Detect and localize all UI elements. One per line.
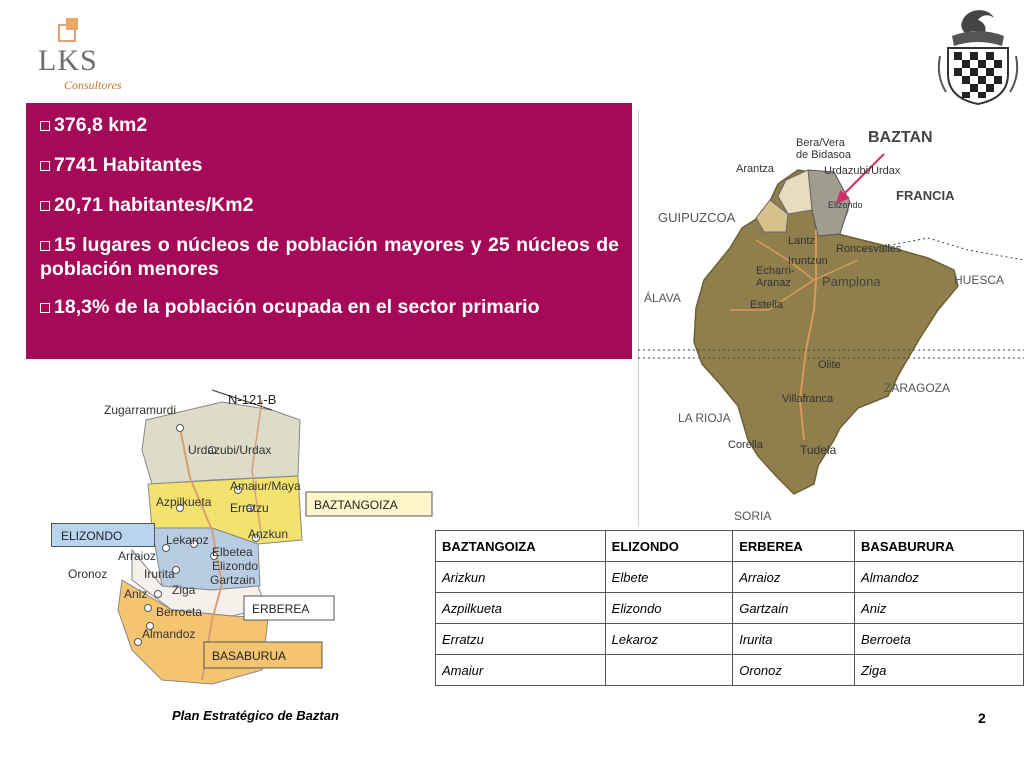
baztan-coat-of-arms-icon <box>932 0 1024 108</box>
svg-text:Pamplona: Pamplona <box>822 274 881 289</box>
table-cell: Azpilkueta <box>436 593 606 624</box>
company-logo <box>28 18 128 100</box>
svg-text:Corella: Corella <box>728 439 763 451</box>
callout-elizondo-box <box>51 523 155 547</box>
svg-text:HUESCA: HUESCA <box>954 273 1005 287</box>
svg-text:Estella: Estella <box>750 299 784 311</box>
svg-text:Aranaz: Aranaz <box>756 277 791 289</box>
svg-text:Amaiur/Maya: Amaiur/Maya <box>230 479 301 493</box>
stat-density: 20,71 habitantes/Km2 <box>40 193 619 217</box>
svg-text:Olite: Olite <box>818 359 841 371</box>
map-title: BAZTAN <box>868 129 933 146</box>
svg-text:Iruntzun: Iruntzun <box>788 255 828 267</box>
checkbox-bullet-icon <box>40 121 50 131</box>
footer-title: Plan Estratégico de Baztan <box>172 708 339 723</box>
stat-area: 376,8 km2 <box>40 113 619 137</box>
table-cell: Lekaroz <box>605 624 733 655</box>
logo-mark-icon <box>58 18 82 42</box>
checkbox-bullet-icon <box>40 241 50 251</box>
svg-text:Elizondo: Elizondo <box>828 200 863 210</box>
column-header: ELIZONDO <box>605 531 733 562</box>
checkbox-bullet-icon <box>40 201 50 211</box>
column-header: ERBEREA <box>733 531 855 562</box>
logo-tagline: Consultores <box>64 78 122 92</box>
statistics-box <box>26 103 632 359</box>
svg-text:de Bidasoa: de Bidasoa <box>796 149 852 161</box>
table-row <box>436 624 1024 655</box>
svg-text:Irurita: Irurita <box>144 567 175 581</box>
callout-baztangoiza: BAZTANGOIZA <box>314 498 398 512</box>
zones-table <box>435 530 1024 686</box>
table-cell: Aniz <box>855 593 1024 624</box>
column-header: BAZTANGOIZA <box>436 531 606 562</box>
svg-text:Azpilkueta: Azpilkueta <box>156 495 212 509</box>
svg-text:Roncesvalles: Roncesvalles <box>836 243 902 255</box>
svg-text:Tudela: Tudela <box>800 443 837 457</box>
svg-text:Arraioz: Arraioz <box>118 549 157 563</box>
table-cell: Elizondo <box>605 593 733 624</box>
stat-settlements: 15 lugares o núcleos de población mayores y 25 núcleos de población menores <box>40 234 619 280</box>
svg-text:Aniz: Aniz <box>124 587 148 601</box>
callout-elizondo: ELIZONDO <box>61 529 123 543</box>
table-cell: Erratzu <box>436 624 606 655</box>
column-header: BASABURURA <box>855 531 1024 562</box>
table-row <box>436 655 1024 686</box>
svg-text:LA RIOJA: LA RIOJA <box>678 411 731 425</box>
svg-text:FRANCIA: FRANCIA <box>896 188 955 203</box>
table-cell: Amaiur <box>436 655 606 686</box>
table-cell: Ziga <box>855 655 1024 686</box>
table-cell: Irurita <box>733 624 855 655</box>
road-label: N-121-B <box>228 392 277 407</box>
svg-text:Lantz: Lantz <box>788 235 815 247</box>
svg-text:Zugarramurdi: Zugarramurdi <box>104 403 177 417</box>
svg-text:Erratzu: Erratzu <box>230 501 269 515</box>
svg-text:Anzkun: Anzkun <box>248 527 289 541</box>
svg-text:Urdazubi/Urdax: Urdazubi/Urdax <box>824 165 901 177</box>
stat-population: 7741 Habitantes <box>40 153 619 177</box>
checkbox-bullet-icon <box>40 303 50 313</box>
svg-text:Elbetea: Elbetea <box>212 545 253 559</box>
table-cell: Berroeta <box>855 624 1024 655</box>
table-cell: Elbete <box>605 562 733 593</box>
table-cell: Oronoz <box>733 655 855 686</box>
svg-text:Berroeta: Berroeta <box>156 605 203 619</box>
svg-text:ZARAGOZA: ZARAGOZA <box>884 381 951 395</box>
page-number: 2 <box>978 710 986 726</box>
svg-text:Lekaroz: Lekaroz <box>166 533 209 547</box>
table-cell: Gartzain <box>733 593 855 624</box>
svg-text:Arantza: Arantza <box>736 163 774 175</box>
callout-erberea: ERBEREA <box>252 602 310 616</box>
table-row <box>436 562 1024 593</box>
logo-name: LKS <box>38 44 98 77</box>
svg-text:Gartzain: Gartzain <box>210 573 256 587</box>
svg-text:Elizondo: Elizondo <box>212 559 259 573</box>
table-cell: Almandoz <box>855 562 1024 593</box>
navarra-region-map <box>638 110 1024 526</box>
svg-text:Oronoz: Oronoz <box>68 567 108 581</box>
table-cell: Arraioz <box>733 562 855 593</box>
svg-text:ÁLAVA: ÁLAVA <box>644 291 681 305</box>
callout-basaburua: BASABURUA <box>212 649 287 663</box>
table-header-row <box>436 531 1024 562</box>
svg-text:Bera/Vera: Bera/Vera <box>796 137 845 149</box>
table-row <box>436 593 1024 624</box>
svg-text:GUIPUZCOA: GUIPUZCOA <box>658 210 736 225</box>
svg-text:Villafranca: Villafranca <box>782 393 834 405</box>
svg-text:Echarri-: Echarri- <box>756 265 795 277</box>
svg-text:Almandoz: Almandoz <box>142 627 196 641</box>
svg-text:Ziga: Ziga <box>172 583 196 597</box>
svg-text:Urdazubi/Urdax: Urdazubi/Urdax <box>188 443 272 457</box>
checkbox-bullet-icon <box>40 161 50 171</box>
svg-text:SORIA: SORIA <box>734 509 772 523</box>
table-cell: Arizkun <box>436 562 606 593</box>
table-cell <box>605 655 733 686</box>
stat-primary-sector: 18,3% de la población ocupada en el sector primario <box>40 295 619 319</box>
